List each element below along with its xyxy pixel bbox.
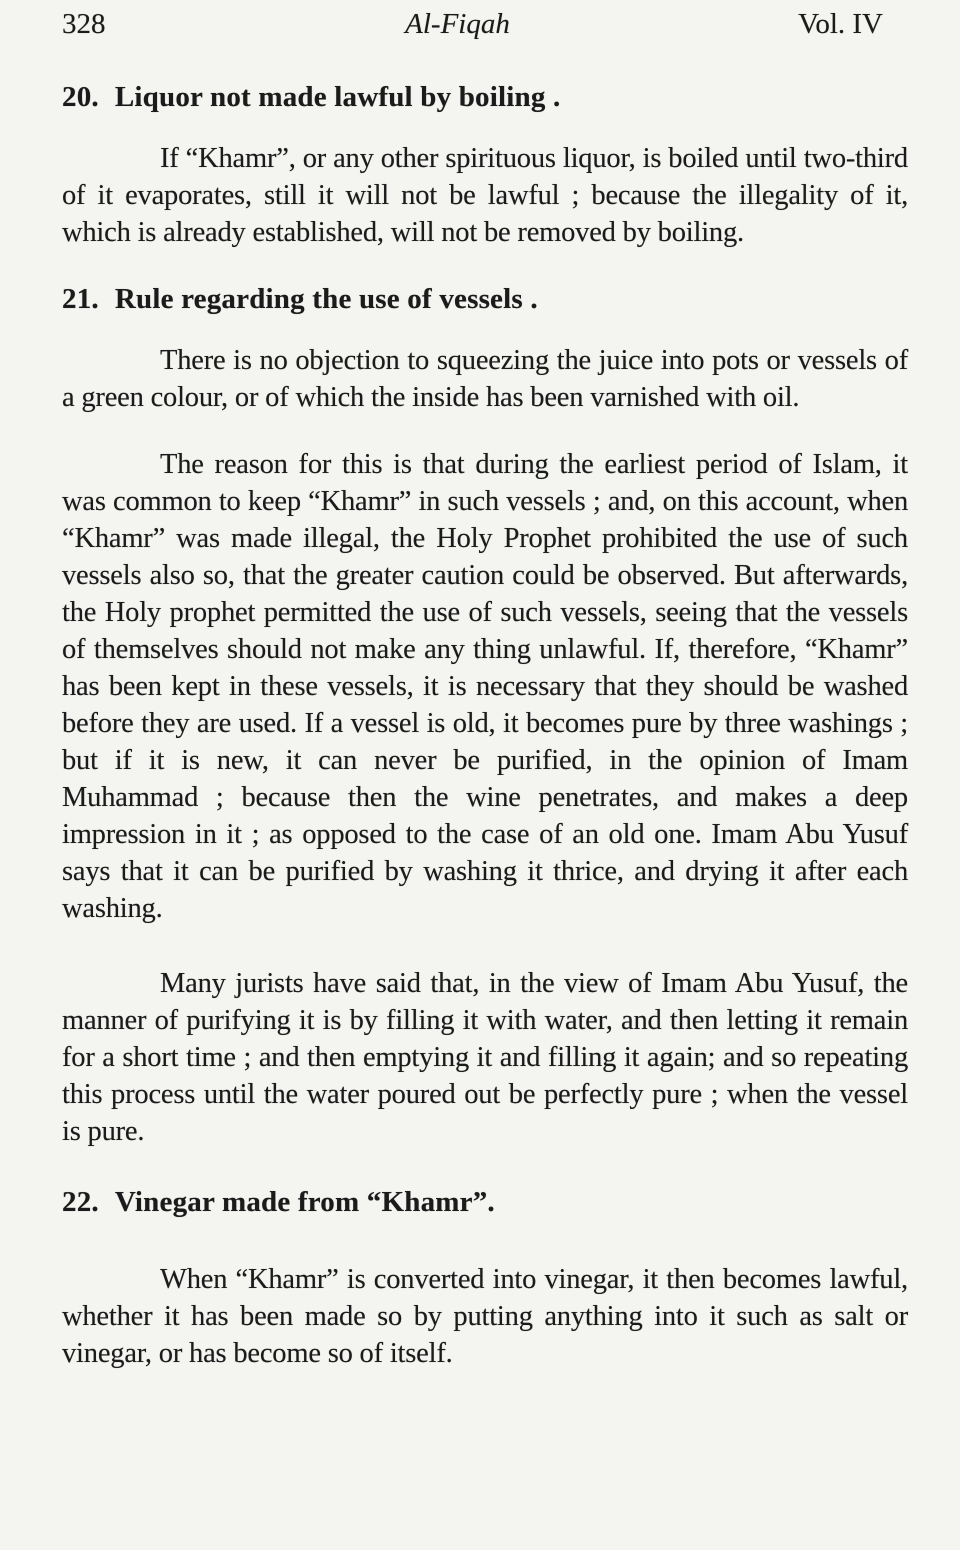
book-title: Al-Fiqah: [405, 8, 510, 40]
section-22-title: Vinegar made from “Khamr”.: [114, 1186, 495, 1218]
section-22-paragraph: When “Khamr” is converted into vinegar, it then becomes lawful, whether it has been made so by putting anything into it such as salt or vinegar, or has become so of itself.: [62, 1264, 908, 1369]
section-20-number: 20.: [62, 81, 99, 113]
section-21-paragraph-3: Many jurists have said that, in the view of Imam Abu Yusuf, the manner of purifying it is by filling it with water, and then letting it remain for a short time ; and then emptying it and filling it again; and so repeating this process until the water poured out be perfectly pure ; when the vessel is pure.: [62, 968, 908, 1147]
section-21-paragraph-2: The reason for this is that during the earliest period of Islam, it was common to keep “Khamr” in such vessels ; and, on this account, when “Khamr” was made illegal, the Holy Prophet prohibited the use of such vessels also so, that the greater caution could be observed. But afterwards, the Holy prophet permitted the use of such vessels, seeing that the vessels of themselves should not make any thing unlawful. If, therefore, “Khamr” has been kept in these vessels, it is necessary that they should be washed before they are used. If a vessel is old, it becomes pure by three washings ; but if it is new, it can never be purified, in the opinion of Imam Muhammad ; because then the wine penetrates, and makes a deep impression in it ; as opposed to the case of an old one. Imam Abu Yusuf says that it can be purified by washing it thrice, and drying it after each washing.: [62, 449, 908, 924]
section-22: [62, 1184, 908, 1372]
section-20-title: Liquor not made lawful by boiling .: [114, 81, 561, 113]
section-20: [62, 79, 908, 251]
section-20-heading: [62, 79, 908, 116]
section-22-heading: [62, 1184, 908, 1221]
section-21-heading: [62, 281, 908, 318]
section-21: [62, 281, 908, 1150]
volume-label: Vol. IV: [798, 8, 883, 40]
section-21-paragraph-1: There is no objection to squeezing the juice into pots or vessels of a green colour, or of which the inside has been varnished with oil.: [62, 345, 908, 413]
section-20-paragraph: If “Khamr”, or any other spirituous liquor, is boiled until two-third of it evaporates, still it will not be lawful ; because the illegality of it, which is already established, will not be removed by boiling.: [62, 143, 908, 248]
page-header: [62, 6, 908, 43]
section-21-number: 21.: [62, 283, 99, 315]
section-22-number: 22.: [62, 1186, 99, 1218]
section-21-title: Rule regarding the use of vessels .: [114, 283, 538, 315]
page-number: 328: [62, 8, 106, 40]
